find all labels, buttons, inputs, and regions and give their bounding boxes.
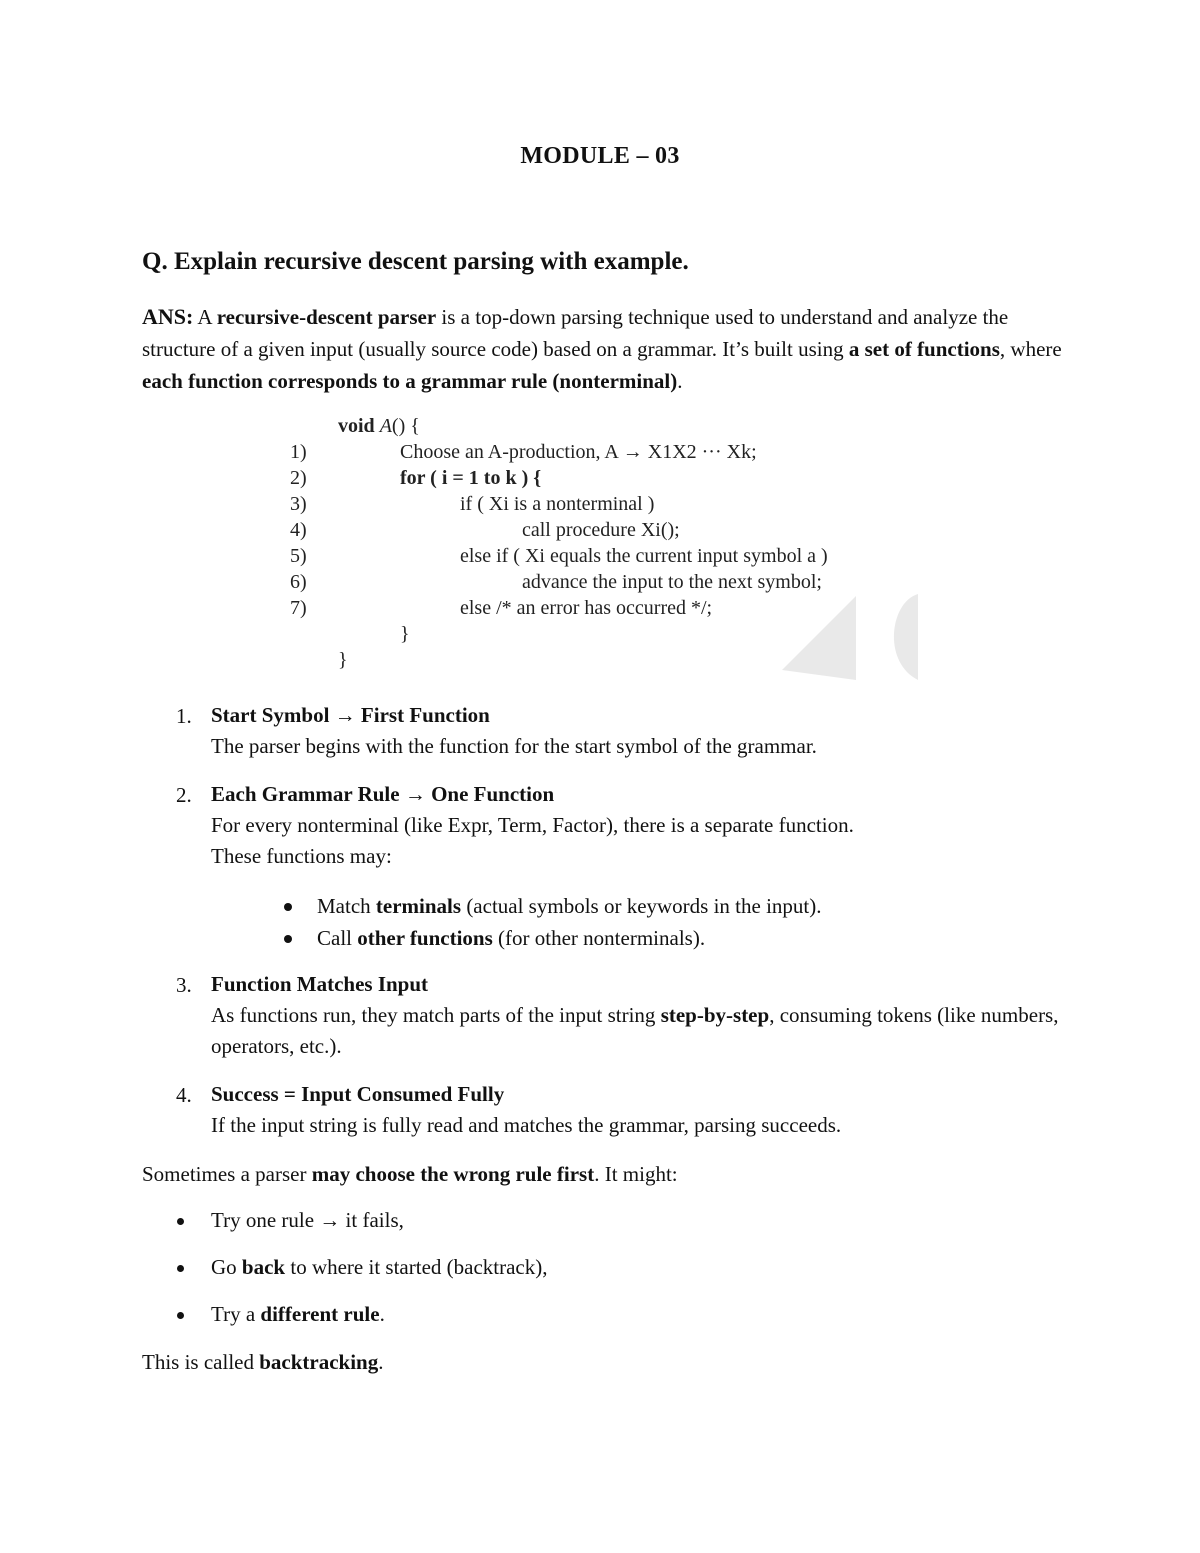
term-recursive-descent-parser: recursive-descent parser xyxy=(216,305,437,329)
step-2: Each Grammar Rule → One Function For every nonterminal (like Expr, Term, Factor), there is a separate function. These functions may: xyxy=(211,782,854,868)
ans-label: ANS: xyxy=(142,304,194,329)
bullet-icon xyxy=(177,1312,184,1319)
step-heading: Each Grammar Rule → One Function xyxy=(211,782,555,806)
code-line: 4) call procedure Xi(); xyxy=(290,519,680,541)
code-line: 6) advance the input to the next symbol; xyxy=(290,571,822,593)
list-item: Try a different rule. xyxy=(211,1302,385,1326)
answer-paragraph: ANS: A recursive-descent parser is a top-down parsing technique used to understand and analyze the structure of a given input (usually source code) based on a grammar. It’s built using a set of functions, where each function corresponds to a grammar rule (nonterminal). xyxy=(142,304,1062,393)
list-item: Try one rule → it fails, xyxy=(211,1208,404,1232)
code-line: 7) else /* an error has occurred */; xyxy=(290,597,713,619)
step-4: Success = Input Consumed Fully If the input string is fully read and matches the grammar, parsing succeeds. xyxy=(211,1082,842,1137)
code-close-outer: } xyxy=(338,649,348,671)
list-item: Call other functions (for other nonterminals). xyxy=(317,926,706,950)
bullet-icon xyxy=(177,1218,184,1225)
step-number: 3. xyxy=(176,973,192,997)
backtrack-intro: Sometimes a parser may choose the wrong rule first. It might: xyxy=(142,1162,678,1186)
step-heading: Function Matches Input xyxy=(211,972,429,996)
list-item: Go back to where it started (backtrack), xyxy=(211,1255,548,1279)
step-heading: Success = Input Consumed Fully xyxy=(211,1082,505,1106)
step-heading: Start Symbol → First Function xyxy=(211,703,490,727)
step-number: 2. xyxy=(176,783,192,807)
step-number: 4. xyxy=(176,1083,192,1107)
bullet-icon xyxy=(284,903,292,911)
step-number: 1. xyxy=(176,704,192,728)
code-close-inner: } xyxy=(400,623,410,645)
code-line: 1) Choose an A-production, A → X1X2 ··· Xk; xyxy=(290,441,757,463)
bullet-icon xyxy=(284,935,292,943)
code-line: 2) for ( i = 1 to k ) { xyxy=(290,467,542,489)
code-header: void A() { xyxy=(338,415,420,437)
bullet-icon xyxy=(177,1265,184,1272)
step-1: Start Symbol → First Function The parser begins with the function for the start symbol of the grammar. xyxy=(211,703,817,758)
list-item: Match terminals (actual symbols or keywords in the input). xyxy=(317,894,822,918)
step-3: Function Matches Input As functions run, they match parts of the input string step-by-step, consuming tokens (like numbers, operators, etc.). xyxy=(211,972,1059,1058)
page-title: MODULE – 03 xyxy=(520,143,680,169)
watermark-logo xyxy=(778,592,928,684)
conclusion: This is called backtracking. xyxy=(142,1350,384,1374)
question-heading: Q. Explain recursive descent parsing with example. xyxy=(142,248,689,275)
code-line: 3) if ( Xi is a nonterminal ) xyxy=(290,493,655,515)
code-line: 5) else if ( Xi equals the current input symbol a ) xyxy=(290,545,828,567)
